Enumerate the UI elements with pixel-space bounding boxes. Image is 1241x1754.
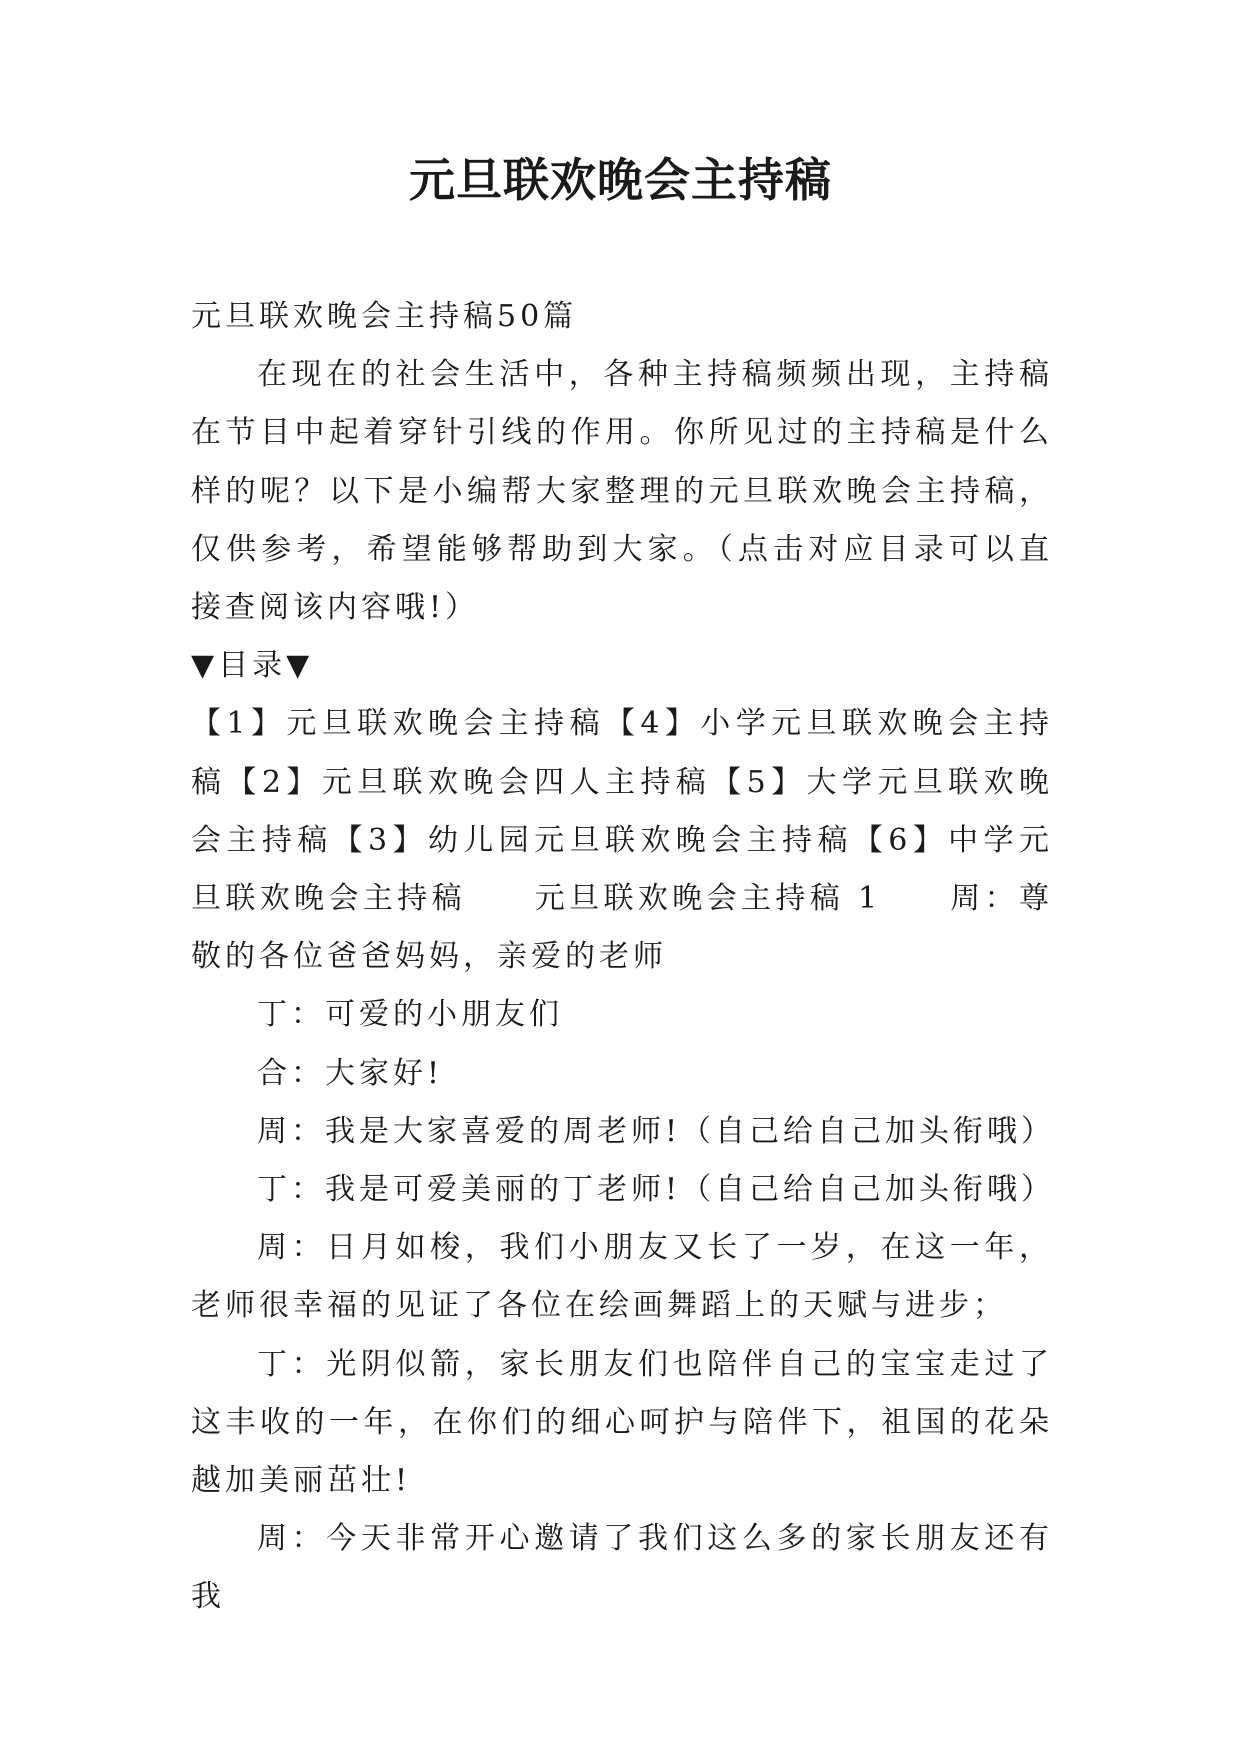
dialogue-line: 丁：我是可爱美丽的丁老师!（自己给自己加头衔哦） [257, 1172, 1056, 1208]
subtitle-paragraph: 元旦联欢晚会主持稿50篇 [191, 299, 578, 334]
dialogue-line: 周：日月如梭，我们小朋友又长了一岁，在这一年，老师很幸福的见证了各位在绘画舞蹈上的天赋与进步； [191, 1230, 1053, 1324]
toc-paragraph: 【1】元旦联欢晚会主持稿【4】小学元旦联欢晚会主持稿【2】元旦联欢晚会四人主持稿【5】大学元旦联欢晚会主持稿【3】幼儿园元旦联欢晚会主持稿【6】中学元旦联欢晚会主持稿 元旦联欢晚会主持稿 1 周：尊敬的各位爸爸妈妈，亲爱的老师 [191, 706, 1053, 975]
dialogue-line: 周：今天非常开心邀请了我们这么多的家长朋友还有我 [191, 1521, 1053, 1615]
document-body [191, 288, 1056, 1627]
document-title: 元旦联欢晚会主持稿 [409, 153, 832, 207]
dialogue-line: 丁：光阴似箭，家长朋友们也陪伴自己的宝宝走过了这丰收的一年，在你们的细心呵护与陪伴下，祖国的花朵越加美丽茁壮! [191, 1346, 1053, 1499]
intro-paragraph: 在现在的社会生活中，各种主持稿频频出现，主持稿在节目中起着穿针引线的作用。你所见过的主持稿是什么样的呢？以下是小编帮大家整理的元旦联欢晚会主持稿，仅供参考，希望能够帮助到大家。（点击对应目录可以直接查阅该内容哦!） [191, 357, 1053, 626]
dialogue-line: 周：我是大家喜爱的周老师!（自己给自己加头衔哦） [257, 1113, 1056, 1149]
dialogue-line: 合：大家好! [257, 1055, 444, 1091]
toc-heading: ▼目录▼ [191, 648, 314, 684]
dialogue-line: 丁：可爱的小朋友们 [257, 997, 563, 1033]
